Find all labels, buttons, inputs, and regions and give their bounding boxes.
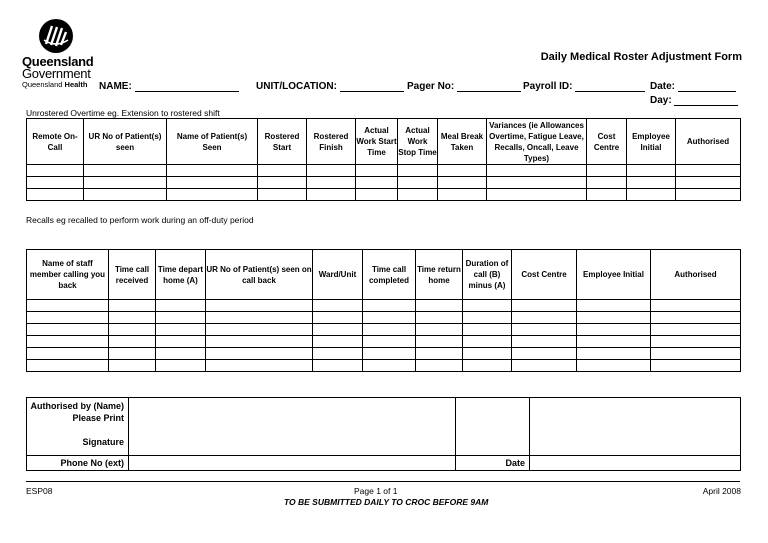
name-field[interactable] — [99, 81, 239, 92]
pager-label: Pager No: — [407, 81, 455, 92]
col-actual-stop: Actual Work Stop Time — [398, 119, 438, 165]
table-row[interactable] — [27, 177, 741, 189]
col-variances: Variances (ie Allowances Overtime, Fatigue Leave, Recalls, Oncall, Leave Types) — [487, 119, 587, 165]
queensland-government-logo — [22, 18, 94, 98]
recalls-header-row — [27, 250, 741, 300]
col-rostered-start: Rostered Start — [258, 119, 307, 165]
date-label: Date: — [650, 81, 676, 92]
col-time-return: Time return home — [416, 250, 463, 300]
table-row[interactable] — [27, 336, 741, 348]
overtime-header-row — [27, 119, 741, 165]
col-rostered-finish: Rostered Finish — [307, 119, 356, 165]
col-ur-no-callback: UR No of Patient(s) seen on call back — [206, 250, 313, 300]
day-field[interactable] — [650, 95, 738, 106]
pager-input-line[interactable] — [457, 82, 521, 92]
day-input-line[interactable] — [674, 96, 738, 106]
table-row[interactable] — [27, 348, 741, 360]
recalls-table — [26, 249, 741, 372]
table-row[interactable] — [27, 324, 741, 336]
footer-divider — [26, 481, 740, 482]
col-employee-initial: Employee Initial — [627, 119, 676, 165]
authorised-by-text: Authorised by (Name) — [30, 401, 124, 411]
unit-label: UNIT/LOCATION: — [256, 81, 337, 92]
name-input-line[interactable] — [135, 82, 239, 92]
table-row[interactable] — [27, 165, 741, 177]
col-actual-start: Actual Work Start Time — [356, 119, 398, 165]
date-field[interactable] — [650, 81, 736, 92]
table-row[interactable] — [27, 189, 741, 201]
payroll-input-line[interactable] — [575, 82, 645, 92]
unit-input-line[interactable] — [340, 82, 404, 92]
col-time-completed: Time call completed — [363, 250, 416, 300]
col-patient-name: Name of Patient(s) Seen — [167, 119, 258, 165]
col-employee-initial: Employee Initial — [577, 250, 651, 300]
recalls-section-label: Recalls eg recalled to perform work during an off-duty period — [26, 215, 254, 225]
col-authorised: Authorised — [651, 250, 741, 300]
authorised-by-label — [27, 398, 129, 456]
overtime-table — [26, 118, 741, 201]
date-input-line[interactable] — [678, 82, 736, 92]
col-ward-unit: Ward/Unit — [313, 250, 363, 300]
payroll-field[interactable] — [523, 81, 645, 92]
col-duration: Duration of call (B) minus (A) — [463, 250, 512, 300]
col-staff-calling: Name of staff member calling you back — [27, 250, 109, 300]
logo-line-3: Queensland Health — [22, 80, 88, 89]
unit-field[interactable] — [256, 81, 404, 92]
table-row[interactable] — [27, 312, 741, 324]
coat-of-arms-icon — [38, 18, 74, 54]
phone-input-box[interactable] — [129, 456, 456, 471]
signoff-blank-box — [456, 398, 530, 456]
col-time-depart: Time depart home (A) — [156, 250, 206, 300]
form-title: Daily Medical Roster Adjustment Form — [540, 51, 742, 63]
col-authorised: Authorised — [676, 119, 741, 165]
phone-date-row — [27, 456, 741, 471]
col-cost-centre: Cost Centre — [587, 119, 627, 165]
page-number: Page 1 of 1 — [354, 486, 398, 496]
signoff-table — [26, 397, 741, 471]
signoff-extra-box[interactable] — [530, 398, 741, 456]
table-row[interactable] — [27, 360, 741, 372]
phone-label: Phone No (ext) — [27, 456, 129, 471]
logo-line-2: Government — [22, 66, 91, 81]
authoriser-name-signature-box[interactable] — [129, 398, 456, 456]
logo-line-1: Queensland — [22, 54, 94, 69]
form-code: ESP08 — [26, 486, 53, 496]
col-meal-break: Meal Break Taken — [438, 119, 487, 165]
overtime-section-label: Unrostered Overtime eg. Extension to rostered shift — [26, 108, 220, 118]
pager-field[interactable] — [407, 81, 521, 92]
col-time-received: Time call received — [109, 250, 156, 300]
signature-text: Signature — [82, 437, 124, 447]
day-label: Day: — [650, 95, 672, 106]
col-remote-on-call: Remote On-Call — [27, 119, 84, 165]
col-cost-centre: Cost Centre — [512, 250, 577, 300]
table-row[interactable] — [27, 300, 741, 312]
date-label-cell: Date — [456, 456, 530, 471]
name-label: NAME: — [99, 81, 132, 92]
authorisation-row — [27, 398, 741, 456]
col-ur-no-seen: UR No of Patient(s) seen — [84, 119, 167, 165]
form-version-date: April 2008 — [702, 486, 741, 496]
please-print-text: Please Print — [72, 413, 124, 423]
date-input-box[interactable] — [530, 456, 741, 471]
payroll-label: Payroll ID: — [523, 81, 573, 92]
submission-note: TO BE SUBMITTED DAILY TO CROC BEFORE 9AM — [284, 497, 489, 507]
